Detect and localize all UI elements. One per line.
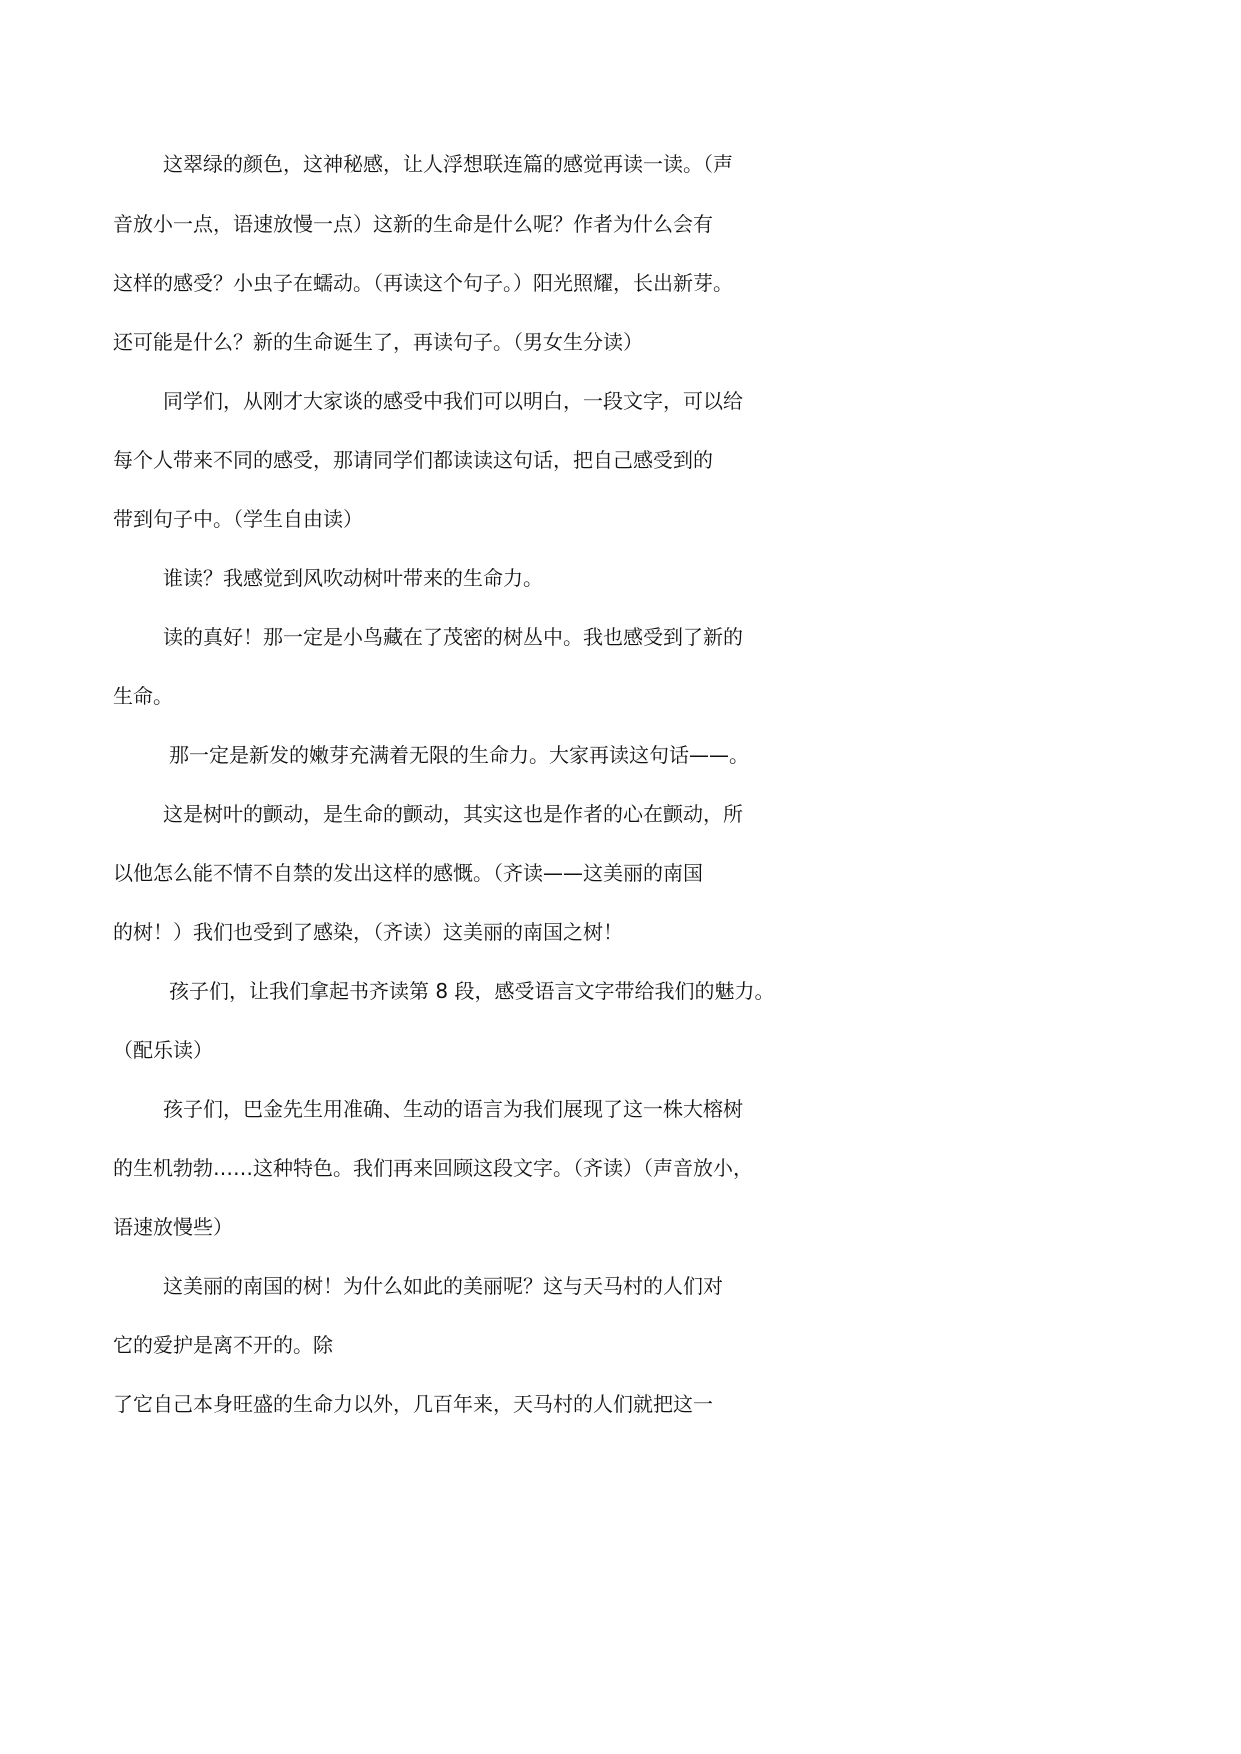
text-line: 的生机勃勃……这种特色。我们再来回顾这段文字。（齐读）（声音放小， [113,1156,753,1180]
text-line: 带到句子中。（学生自由读） [113,507,363,531]
text-line: 它的爱护是离不开的。除 [113,1333,333,1357]
text-line: 还可能是什么？新的生命诞生了，再读句子。（男女生分读） [113,330,643,354]
text-line: 谁读？我感觉到风吹动树叶带来的生命力。 [163,566,543,590]
text-line: 同学们，从刚才大家谈的感受中我们可以明白，一段文字，可以给 [163,389,743,413]
text-line: 那一定是新发的嫩芽充满着无限的生命力。大家再读这句话——。 [169,743,749,767]
text-line: 音放小一点，语速放慢一点）这新的生命是什么呢？作者为什么会有 [113,212,713,236]
text-line: （配乐读） [113,1038,213,1062]
text-line: 每个人带来不同的感受，那请同学们都读读这句话，把自己感受到的 [113,448,713,472]
text-line: 这样的感受？小虫子在蠕动。（再读这个句子。）阳光照耀，长出新芽。 [113,271,733,295]
text-line: 这翠绿的颜色，这神秘感，让人浮想联连篇的感觉再读一读。（声 [163,152,733,176]
text-line: 的树！）我们也受到了感染，（齐读）这美丽的南国之树！ [113,920,623,944]
text-line: 孩子们，让我们拿起书齐读第 8 段，感受语言文字带给我们的魅力。 [169,979,775,1003]
text-line: 孩子们，巴金先生用准确、生动的语言为我们展现了这一株大榕树 [163,1097,743,1121]
text-line: 这美丽的南国的树！为什么如此的美丽呢？这与天马村的人们对 [163,1274,723,1298]
text-line: 读的真好！那一定是小鸟藏在了茂密的树丛中。我也感受到了新的 [163,625,743,649]
text-line: 了它自己本身旺盛的生命力以外，几百年来，天马村的人们就把这一 [113,1392,713,1416]
text-line: 生命。 [113,684,173,708]
text-line: 这是树叶的颤动，是生命的颤动，其实这也是作者的心在颤动，所 [163,802,743,826]
text-line: 以他怎么能不情不自禁的发出这样的感慨。（齐读——这美丽的南国 [113,861,703,885]
text-line: 语速放慢些） [113,1215,233,1239]
